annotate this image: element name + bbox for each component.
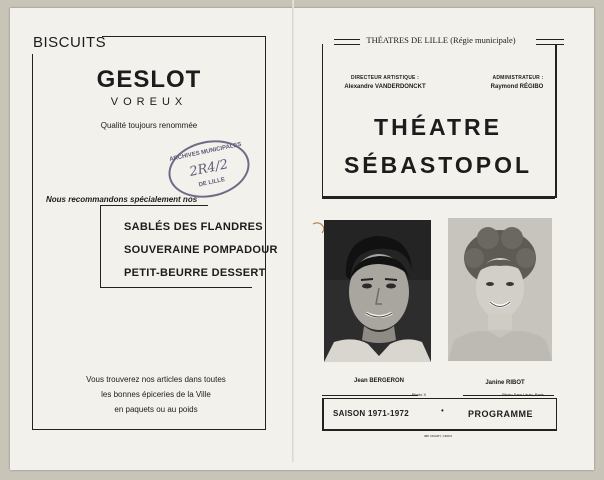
artistic-director-name: Alexandre VANDERDONCKT [344,84,426,90]
portrait-janine-ribot [448,218,552,361]
theatre-title-line2: SÉBASTOPOL [343,152,533,178]
theatre-title-line1: THÉATRE [374,114,502,140]
products-box-top [100,205,208,206]
administrator-role: ADMINISTRATEUR : [492,75,544,81]
performer-name: Jean BERGERON [353,378,404,384]
biscuits-heading: BISCUITS [33,34,107,51]
programme-label: PROGRAMME [468,409,533,419]
artistic-director-role: DIRECTEUR ARTISTIQUE : [350,75,420,81]
performer-name: Janine RIBOT [485,380,525,386]
product-item: SOUVERAINE POMPADOUR [124,244,278,256]
brand-tagline: Qualité toujours renommée [100,121,198,130]
center-fold [292,0,294,462]
products-box-bottom [100,287,252,288]
recommend-text: Nous recommandons spécialement nos [46,195,198,204]
stamp-top-text: ARCHIVES MUNICIPALES [168,141,243,163]
title-box-rule [322,198,555,199]
stamp-number: 2R4/2 [188,157,230,180]
brand-city: VOREUX [110,96,188,108]
stamp-bottom-text: DE LILLE [198,176,226,189]
brand-name: GESLOT [96,66,202,93]
portrait-jean-bergeron [324,220,431,362]
ad-frame-left [32,54,33,430]
separator-dot: • [441,406,444,415]
printer-mark: IMP. MAURY, CROIX [423,434,453,438]
promo-line: Vous trouverez nos articles dans toutes [86,375,226,384]
product-item: SABLÉS DES FLANDRES [124,221,263,233]
product-item: PETIT-BEURRE DESSERT [124,267,266,279]
products-box-left [100,205,101,287]
promo-line: les bonnes épiceries de la Ville [101,390,211,399]
ad-frame-top [102,36,266,37]
ad-frame-bottom [32,429,266,430]
footer-rule-right [463,395,554,396]
photo-credit: Photo X [411,392,427,397]
venue-group: THÉATRES DE LILLE (Régie municipale) [366,35,516,45]
photo-credit: Photo Sam Lévin, Paris [502,392,544,397]
season-label: SAISON 1971-1972 [333,409,409,418]
promo-line: en paquets ou au poids [114,405,198,414]
footer-rule-left [322,395,418,396]
administrator-name: Raymond RÉGIBO [490,84,544,90]
